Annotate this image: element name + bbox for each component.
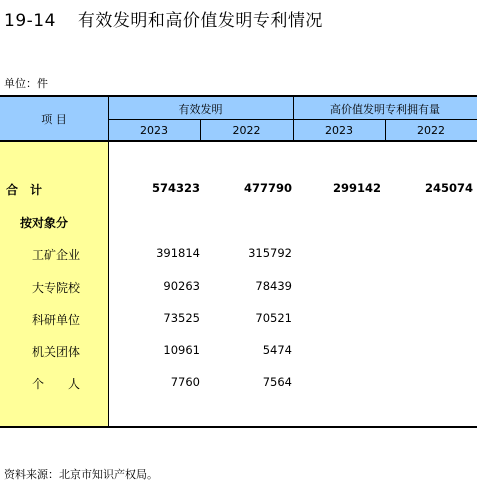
cell-value: 73525 xyxy=(163,311,200,325)
cell-value: 78439 xyxy=(255,279,292,293)
header-year: 2022 xyxy=(232,124,261,137)
unit-label: 单位：件 xyxy=(4,77,48,90)
header-group-high-value: 高价值发明专利拥有量 xyxy=(330,103,440,116)
table-title-text: 有效发明和高价值发明专利情况 xyxy=(77,11,323,31)
cell-value: 477790 xyxy=(243,181,292,195)
cell-value: 391814 xyxy=(156,246,200,260)
top-rule xyxy=(0,95,477,97)
row-label: 机关团体 xyxy=(32,345,81,359)
row-label: 合 计 xyxy=(6,183,43,197)
header-year: 2022 xyxy=(417,124,445,137)
header-item: 项 目 xyxy=(41,113,67,126)
cell-value: 5474 xyxy=(262,343,292,357)
row-label: 科研单位 xyxy=(32,313,81,327)
column-divider-label xyxy=(108,97,109,426)
row-label: 按对象分 xyxy=(20,216,69,230)
table-title xyxy=(4,6,323,31)
cell-value: 90263 xyxy=(163,279,200,293)
cell-value: 299142 xyxy=(332,181,381,195)
cell-value: 245074 xyxy=(424,181,473,195)
header-bottom-rule xyxy=(0,140,477,142)
source-note: 资料来源：北京市知识产权局。 xyxy=(4,468,158,481)
row-label: 大专院校 xyxy=(32,281,81,295)
row-label: 工矿企业 xyxy=(32,248,81,262)
bottom-rule xyxy=(0,426,477,428)
cell-value: 7760 xyxy=(170,375,200,389)
cell-value: 7564 xyxy=(262,375,292,389)
row-label: 个 人 xyxy=(32,377,81,391)
cell-value: 70521 xyxy=(255,311,292,325)
header-year: 2023 xyxy=(325,124,353,137)
header-group-valid-invention: 有效发明 xyxy=(178,103,223,116)
header-year: 2023 xyxy=(140,124,168,137)
cell-value: 10961 xyxy=(163,343,200,357)
table-number: 19-14 xyxy=(4,11,56,31)
cell-value: 574323 xyxy=(151,181,200,195)
cell-value: 315792 xyxy=(248,246,292,260)
